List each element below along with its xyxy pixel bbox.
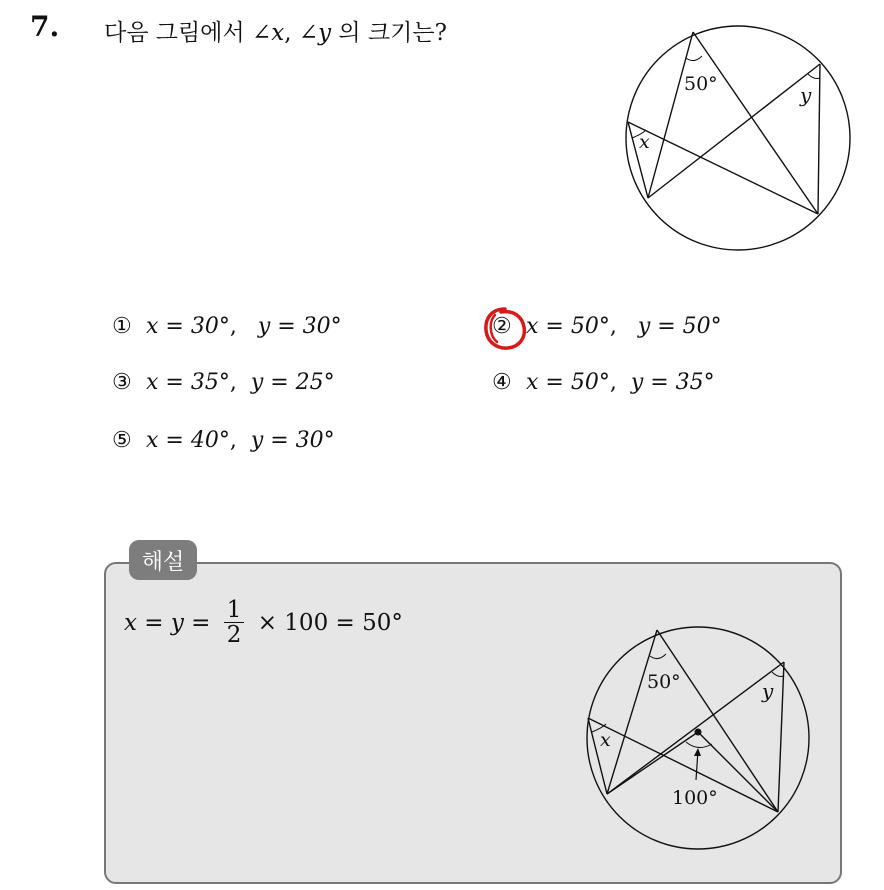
fraction	[224, 598, 245, 647]
choice-1-sep: ,	[229, 314, 258, 339]
label-x-b: x	[600, 729, 611, 751]
arrow-head-100	[694, 748, 701, 756]
fraction-numerator: 1	[224, 598, 245, 623]
choice-5-y: y = 30°	[250, 428, 335, 453]
choice-2-mark: ②	[492, 314, 512, 339]
question-suffix: 의 크기는?	[331, 20, 447, 46]
label-y-b: y	[762, 679, 774, 703]
solution-tab: 해설	[129, 540, 197, 580]
choice-3-mark: ③	[112, 370, 132, 395]
label-100: 100°	[672, 787, 718, 809]
choice-5-mark: ⑤	[112, 428, 132, 453]
circle-outline-bottom	[587, 627, 809, 849]
angle-arc-y-b	[772, 672, 784, 677]
formula-right: × 100 = 50°	[250, 609, 403, 636]
radius-o-d	[607, 732, 698, 794]
angle-arc-50-b	[650, 654, 666, 659]
label-50-b: 50°	[647, 671, 681, 693]
fraction-denominator: 2	[226, 622, 242, 649]
choice-1-mark: ①	[112, 314, 132, 339]
choice-2-y: y = 50°	[637, 314, 722, 339]
choice-1-y: y = 30°	[257, 314, 342, 339]
circle-figure-bottom	[580, 622, 816, 854]
choice-2-sep: ,	[609, 314, 638, 339]
formula-left: x = y =	[124, 609, 218, 636]
choice-4-sep: ,	[609, 370, 631, 395]
question-separator: ,	[284, 20, 299, 46]
chord-a-e	[693, 32, 818, 214]
choice-4-mark: ④	[492, 370, 512, 395]
choice-5-x: x = 40°	[146, 428, 230, 453]
answer-circle-mark	[481, 305, 529, 353]
chord-a-e-b	[657, 630, 778, 812]
angle-x-label: ∠x	[251, 20, 285, 46]
choice-2-x: x = 50°	[526, 314, 610, 339]
solution-formula	[124, 598, 403, 647]
choice-5-sep: ,	[229, 428, 251, 453]
choice-1-x: x = 30°	[146, 314, 230, 339]
center-point	[695, 729, 702, 736]
chord-a-d-b	[607, 630, 657, 794]
label-y: y	[800, 83, 812, 107]
choice-4-x: x = 50°	[526, 370, 610, 395]
angle-arc-y	[808, 74, 820, 79]
choice-5[interactable]	[112, 428, 335, 453]
label-50: 50°	[684, 73, 718, 95]
choice-3-y: y = 25°	[250, 370, 335, 395]
choice-3[interactable]	[112, 370, 335, 395]
chord-b-e	[818, 64, 820, 214]
circle-figure-top	[620, 22, 856, 254]
question-text	[104, 14, 447, 47]
chord-b-e-b	[778, 662, 784, 812]
angle-y-label: ∠y	[298, 20, 332, 46]
question-number: 7.	[30, 10, 60, 43]
choice-3-x: x = 35°	[146, 370, 230, 395]
angle-arc-50	[686, 56, 702, 61]
label-x: x	[639, 131, 650, 153]
choice-1[interactable]	[112, 314, 342, 339]
choice-4[interactable]	[492, 370, 715, 395]
chord-a-d	[648, 32, 693, 198]
choice-4-y: y = 35°	[630, 370, 715, 395]
chord-b-d-b	[607, 662, 784, 794]
question-prefix: 다음 그림에서	[104, 20, 252, 46]
choice-3-sep: ,	[229, 370, 251, 395]
chord-b-d	[648, 64, 820, 198]
